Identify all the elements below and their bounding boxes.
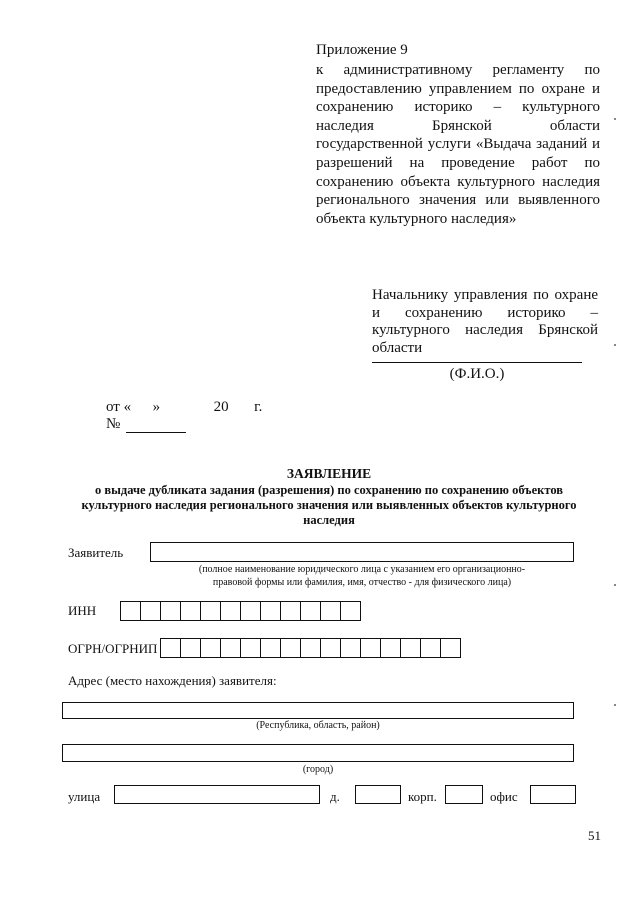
ogrn-cell[interactable] bbox=[240, 638, 261, 658]
office-label: офис bbox=[490, 789, 518, 804]
inn-label: ИНН bbox=[68, 603, 97, 618]
inn-cell[interactable] bbox=[300, 601, 321, 621]
ogrn-cell[interactable] bbox=[300, 638, 321, 658]
building-field[interactable] bbox=[445, 785, 483, 804]
applicant-hint bbox=[150, 563, 574, 589]
addressee-block: Начальнику управления по охране и сохранению историко – культурного наследия Брянской области bbox=[372, 287, 598, 356]
scan-speck bbox=[614, 118, 616, 120]
inn-cells bbox=[120, 601, 360, 621]
applicant-field[interactable] bbox=[150, 542, 574, 562]
ogrn-cell[interactable] bbox=[360, 638, 381, 658]
scan-speck bbox=[614, 704, 616, 706]
ogrn-cell[interactable] bbox=[160, 638, 181, 658]
ogrn-cell[interactable] bbox=[440, 638, 461, 658]
ogrn-cell[interactable] bbox=[280, 638, 301, 658]
inn-cell[interactable] bbox=[280, 601, 301, 621]
date-close-quote: » bbox=[152, 399, 161, 415]
appendix-title: Приложение 9 bbox=[316, 42, 408, 58]
applicant-hint-line-1: (полное наименование юридического лица с указанием его организационно- bbox=[198, 564, 526, 575]
city-hint: (город) bbox=[302, 764, 334, 775]
city-field[interactable] bbox=[62, 744, 574, 762]
appendix-body: к административному регламенту по предоставлению управлением по охране и сохранению историко – культурного наследия Брянской области государственной услуги «Выдача заданий и разрешений на проведение работ по сохранению объекта культурного наследия регионального значения или выявленного объекта культурного наследия» bbox=[316, 62, 600, 227]
date-year-prefix: 20 bbox=[213, 399, 229, 415]
office-field[interactable] bbox=[530, 785, 576, 804]
street-label: улица bbox=[68, 789, 101, 804]
ogrn-cell[interactable] bbox=[320, 638, 341, 658]
ogrn-cell[interactable] bbox=[380, 638, 401, 658]
ogrn-cell[interactable] bbox=[200, 638, 221, 658]
ogrn-cell[interactable] bbox=[180, 638, 201, 658]
region-field[interactable] bbox=[62, 702, 574, 719]
address-label: Адрес (место нахождения) заявителя: bbox=[68, 673, 277, 688]
inn-cell[interactable] bbox=[200, 601, 221, 621]
ogrn-cell[interactable] bbox=[220, 638, 241, 658]
fio-signature-line[interactable] bbox=[372, 362, 582, 363]
statement-heading bbox=[60, 466, 598, 528]
number-line bbox=[106, 416, 186, 433]
ogrn-label: ОГРН/ОГРНИП bbox=[68, 641, 158, 656]
date-year-suffix: г. bbox=[254, 399, 263, 415]
ogrn-cells bbox=[160, 638, 460, 658]
ogrn-cell[interactable] bbox=[260, 638, 281, 658]
number-label: № bbox=[106, 416, 121, 432]
fio-hint: (Ф.И.О.) bbox=[449, 366, 505, 382]
number-field[interactable] bbox=[126, 418, 186, 433]
inn-cell[interactable] bbox=[160, 601, 181, 621]
date-line bbox=[106, 399, 262, 416]
statement-title: ЗАЯВЛЕНИЕ bbox=[286, 466, 372, 481]
date-from-label: от « bbox=[106, 399, 132, 415]
ogrn-cell[interactable] bbox=[420, 638, 441, 658]
region-hint: (Республика, область, район) bbox=[256, 720, 380, 731]
inn-cell[interactable] bbox=[260, 601, 281, 621]
house-label: д. bbox=[330, 789, 340, 804]
ogrn-cell[interactable] bbox=[340, 638, 361, 658]
page-number: 51 bbox=[588, 828, 601, 843]
street-field[interactable] bbox=[114, 785, 320, 804]
inn-cell[interactable] bbox=[320, 601, 341, 621]
building-label: корп. bbox=[408, 789, 437, 804]
inn-cell[interactable] bbox=[180, 601, 201, 621]
ogrn-cell[interactable] bbox=[400, 638, 421, 658]
inn-cell[interactable] bbox=[220, 601, 241, 621]
statement-subtitle: о выдаче дубликата задания (разрешения) по сохранению по сохранению объектов культурного наследия регионального значения или выявленных объектов культурного наследия bbox=[81, 483, 577, 527]
inn-cell[interactable] bbox=[120, 601, 141, 621]
inn-cell[interactable] bbox=[340, 601, 361, 621]
scan-speck bbox=[614, 584, 616, 586]
inn-cell[interactable] bbox=[140, 601, 161, 621]
applicant-label: Заявитель bbox=[68, 545, 124, 560]
house-field[interactable] bbox=[355, 785, 401, 804]
applicant-hint-line-2: правовой формы или фамилия, имя, отчество - для физического лица) bbox=[212, 577, 512, 588]
inn-cell[interactable] bbox=[240, 601, 261, 621]
scan-speck bbox=[614, 344, 616, 346]
